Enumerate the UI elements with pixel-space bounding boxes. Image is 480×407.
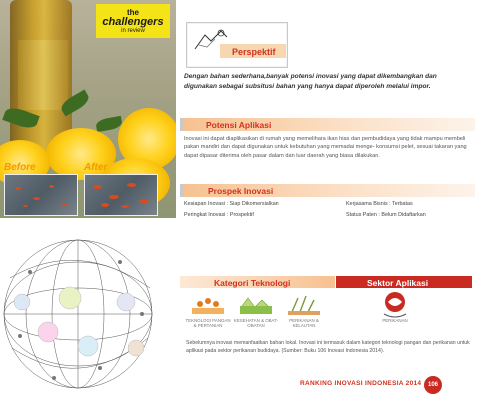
footer-brand: RANKING INOVASI INDONESIA 2014 bbox=[300, 380, 422, 387]
footer-badge-text: 106 bbox=[427, 382, 438, 388]
sektor-title: Sektor Aplikasi bbox=[367, 278, 429, 288]
health-icon bbox=[38, 322, 58, 342]
perspektif-title: Perspektif bbox=[232, 47, 276, 57]
footer-badge bbox=[424, 376, 442, 394]
after-label: After bbox=[84, 162, 108, 173]
globe-network-icon bbox=[0, 218, 160, 407]
sektor-caption: PERIKANAN bbox=[382, 318, 408, 323]
product-photo bbox=[0, 0, 176, 218]
wind-turbine-icon bbox=[78, 336, 98, 356]
prospek-kesiapan: Kesiapan Inovasi : Siap Dikomersialkan bbox=[184, 201, 279, 207]
fish-pellet-icon bbox=[190, 294, 226, 316]
laptop-icon bbox=[14, 294, 30, 310]
kategori-caption: PERIKANAN & KELAUTAN bbox=[289, 318, 319, 328]
vehicle-icon bbox=[117, 293, 135, 311]
crop-icon bbox=[59, 287, 81, 309]
potensi-title: Potensi Aplikasi bbox=[206, 120, 272, 130]
prospek-title: Prospek Inovasi bbox=[208, 186, 274, 196]
potensi-text: Inovasi ini dapat diaplikasikan di rumah yang memelihara ikan hias dan pembudidaya yang tidak mampu membeli pakan mandiri dan dapat digunakan untuk kebutuhan yang memadai menge- konsumsi pelet, sesuai takaran yang dapat dipasar diterima oleh pasar dalam dan luar daerah yang biasa dilakukan. bbox=[184, 136, 467, 159]
fisheries-icon bbox=[380, 290, 410, 318]
crop-icon bbox=[286, 292, 322, 316]
kategori-caption: KESEHATAN & OBAT-OBATAN bbox=[233, 318, 279, 328]
prospek-peringkat: Peringkat Inovasi : Prospektif bbox=[184, 212, 254, 218]
kategori-title: Kategori Teknologi bbox=[214, 278, 291, 288]
kategori-caption: TEKNOLOGI PANGAN & PERTANIAN bbox=[185, 318, 231, 328]
perspektif-text: Dengan bahan sederhana,banyak potensi inovasi yang dapat dikembangkan dan digunakan sebagai subsitusi bahan yang hanya dapat diperoleh melalui impor. bbox=[184, 73, 437, 90]
tool-icon bbox=[128, 340, 144, 356]
brand-text: challengers bbox=[102, 15, 164, 28]
brand-text: in review bbox=[121, 27, 145, 34]
field-icon bbox=[238, 294, 274, 316]
brand-badge bbox=[96, 4, 170, 38]
after-image bbox=[84, 174, 158, 216]
brand-text: the bbox=[127, 7, 139, 17]
before-label: Before bbox=[4, 162, 36, 173]
before-image bbox=[4, 174, 78, 216]
prospek-paten: Status Paten : Belum Didaftarkan bbox=[346, 212, 426, 218]
footer-note: Sebelumnya inovasi memanfaatkan bahan lokal. Inovasi ini termasuk dalam kategori teknologi pangan dan perikanan untuk aplikasi pada sektor perikanan budidaya. (Sumber: Buku 106 Inovasi Indonesia 2014). bbox=[186, 340, 470, 354]
prospek-kerjasama: Kerjasama Bisnis : Terbatas bbox=[346, 201, 413, 207]
bottle-label bbox=[18, 40, 68, 110]
